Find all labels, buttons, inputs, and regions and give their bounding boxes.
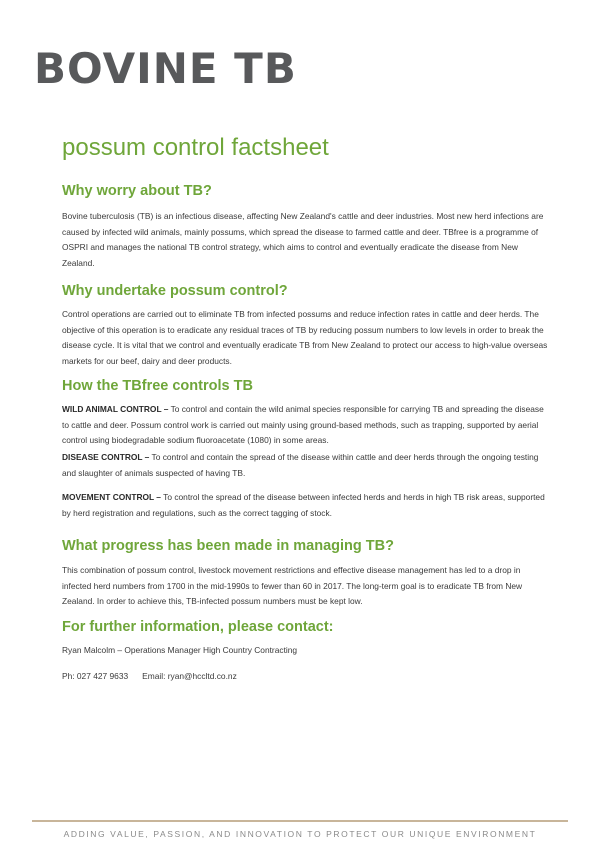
footer-tagline: ADDING VALUE, PASSION, AND INNOVATION TO PROTECT OUR UNIQUE ENVIRONMENT [63, 829, 537, 839]
heading-progress: What progress has been made in managing TB? [62, 538, 394, 554]
lead-wild-animal-control: WILD ANIMAL CONTROL – [62, 404, 169, 414]
lead-disease-control: DISEASE CONTROL – [62, 452, 150, 462]
paragraph-disease-control [62, 450, 552, 481]
contact-phone: Ph: 027 427 9633 [62, 671, 129, 681]
paragraph-movement-control [62, 490, 552, 521]
contact-email[interactable]: Email: ryan@hccltd.co.nz [142, 671, 237, 681]
heading-why-undertake: Why undertake possum control? [62, 283, 288, 299]
text-disease-control: To control and contain the spread of the disease within cattle and deer herds through the ongoing testing and slaughter of animals suspected of having TB. [62, 452, 539, 478]
paragraph-why-worry: Bovine tuberculosis (TB) is an infectious disease, affecting New Zealand's cattle and deer industries. Most new herd infections are caused by infected wild animals, mainly possums, which spread the disease to farmed cattle and deer. TBfree is a programme of OSPRI and manages the national TB control strategy, which aims to control and eventually eradicate the disease from New Zealand. [62, 211, 544, 268]
footer-divider [32, 820, 568, 822]
heading-why-worry: Why worry about TB? [62, 183, 212, 199]
paragraph-why-undertake: Control operations are carried out to eliminate TB from infected possums and reduce infection rates in cattle and deer herds. The objective of this operation is to eradicate any residual traces of TB by reducing possum numbers to low levels in order to break the disease cycle. It is vital that we control and eventually eradicate TB from New Zealand to protect our access to high-value overseas markets for our beef, dairy and deer products. [62, 309, 548, 366]
paragraph-progress: This combination of possum control, livestock movement restrictions and effective disease management has led to a drop in infected herd numbers from 1700 in the mid-1990s to fewer than 60 in 2017. The long-term goal is to eradicate TB from New Zealand. In order to achieve this, TB-infected possum numbers must be kept low. [62, 565, 523, 606]
document-title: possum control factsheet [62, 134, 329, 161]
text-movement-control: To control the spread of the disease between infected herds and herds in high TB risk areas, supported by herd registration and regulations, such as the correct tagging of stock. [62, 492, 545, 518]
paragraph-wild-animal-control [62, 402, 552, 449]
bovine-tb-logo: BOVINE TB [34, 44, 297, 93]
lead-movement-control: MOVEMENT CONTROL – [62, 492, 161, 502]
heading-contact: For further information, please contact: [62, 619, 334, 635]
heading-how-controls: How the TBfree controls TB [62, 378, 253, 394]
text-wild-animal-control: To control and contain the wild animal species responsible for carrying TB and spreading the disease to cattle and deer. Possum control work is carried out mainly using ground-based methods, such as trapping, supported by aerial control using biodegradable sodium fluoroacetate (1080) in some areas. [62, 404, 544, 445]
contact-details [62, 669, 552, 685]
contact-person: Ryan Malcolm – Operations Manager High Country Contracting [62, 645, 298, 655]
